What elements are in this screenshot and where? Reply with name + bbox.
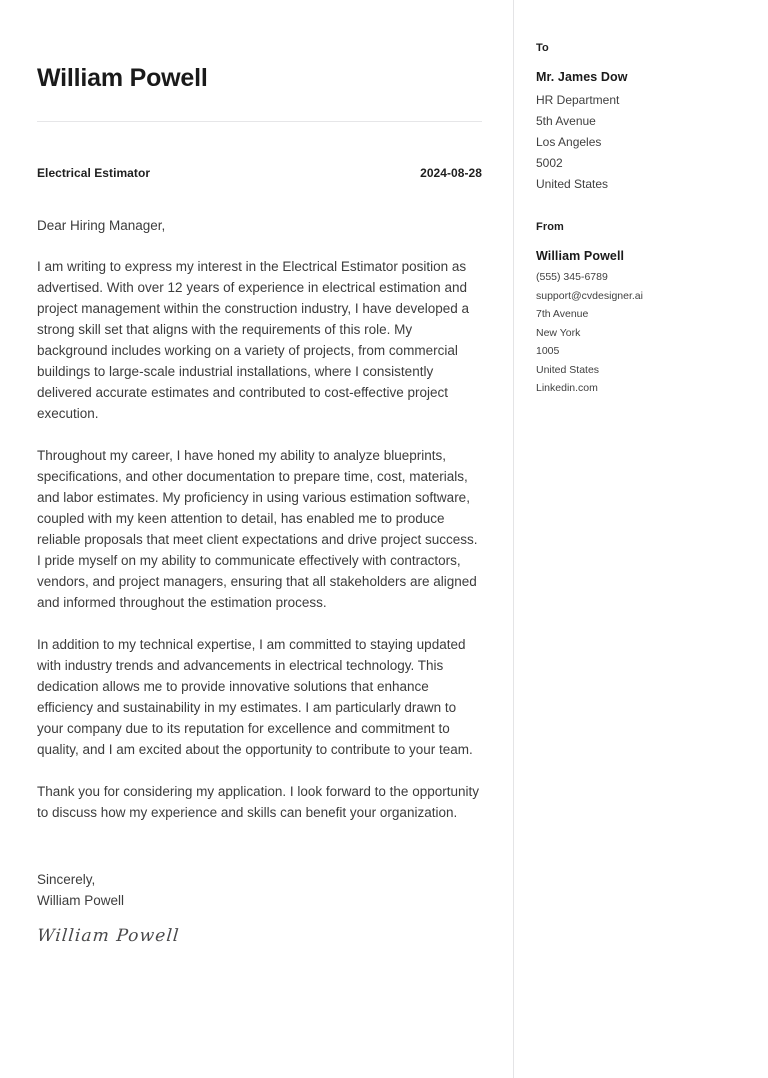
- page-title: William Powell: [37, 64, 208, 92]
- letter-meta-row: [37, 165, 482, 181]
- address-line: United States: [536, 177, 609, 191]
- recipient-name: Mr. James Dow: [536, 70, 628, 84]
- recipient-address: [536, 90, 748, 195]
- body-paragraph: I am writing to express my interest in the Electrical Estimator position as advertised. With over 12 years of experience in electrical estimation and project management within the construction industry, I have developed a strong skill set that aligns with the requirements of this role. My background includes working on a variety of projects, from commercial buildings to large-scale industrial installations, where I consistently delivered accurate estimates and contributed to cost-effective project execution.: [37, 259, 469, 421]
- body-paragraph: Throughout my career, I have honed my ability to analyze blueprints, specifications, and other documentation to prepare time, cost, materials, and labor estimates. My proficiency in using various estimation software, coupled with my keen attention to detail, has enabled me to produce reliable proposals that meet client expectations and drive project success. I pride myself on my ability to communicate effectively with contractors, vendors, and project managers, ensuring that all stakeholders are aligned and informed throughout the estimation process.: [37, 448, 478, 610]
- to-label: To: [536, 42, 549, 54]
- address-line: 5th Avenue: [536, 114, 596, 128]
- website-line: Linkedin.com: [536, 382, 598, 394]
- phone-line: (555) 345-6789: [536, 271, 608, 283]
- closing-name: William Powell: [37, 893, 125, 908]
- address-line: 5002: [536, 156, 563, 170]
- sender-name: William Powell: [536, 249, 625, 263]
- letter-body: [37, 215, 482, 948]
- sender-contact: [536, 268, 748, 398]
- address-line: HR Department: [536, 93, 620, 107]
- letter-date: 2024-08-28: [420, 166, 482, 180]
- job-title: Electrical Estimator: [37, 166, 151, 180]
- address-line: 7th Avenue: [536, 308, 589, 320]
- closing-word: Sincerely,: [37, 872, 96, 887]
- body-paragraph: In addition to my technical expertise, I am committed to staying updated with industry trends and advancements in electrical technology. This dedication allows me to provide innovative solutions that enhance efficiency and sustainability in my estimates. I am particularly drawn to your company due to its reputation for excellence and commitment to quality, and I am excited about the opportunity to contribute to your team.: [37, 637, 473, 757]
- address-line: United States: [536, 363, 600, 376]
- address-line: 1005: [536, 345, 560, 357]
- header-divider: [37, 121, 482, 122]
- salutation: Dear Hiring Manager,: [37, 218, 166, 233]
- address-column: [514, 0, 768, 1078]
- address-line: New York: [536, 326, 581, 339]
- signature: William Powell: [36, 926, 181, 946]
- address-line: Los Angeles: [536, 135, 602, 149]
- email-line: support@cvdesigner.ai: [536, 289, 643, 302]
- from-label: From: [536, 221, 564, 233]
- closing-block: [37, 869, 482, 911]
- body-paragraph: Thank you for considering my application. I look forward to the opportunity to discuss how my experience and skills can benefit your organization.: [37, 784, 479, 820]
